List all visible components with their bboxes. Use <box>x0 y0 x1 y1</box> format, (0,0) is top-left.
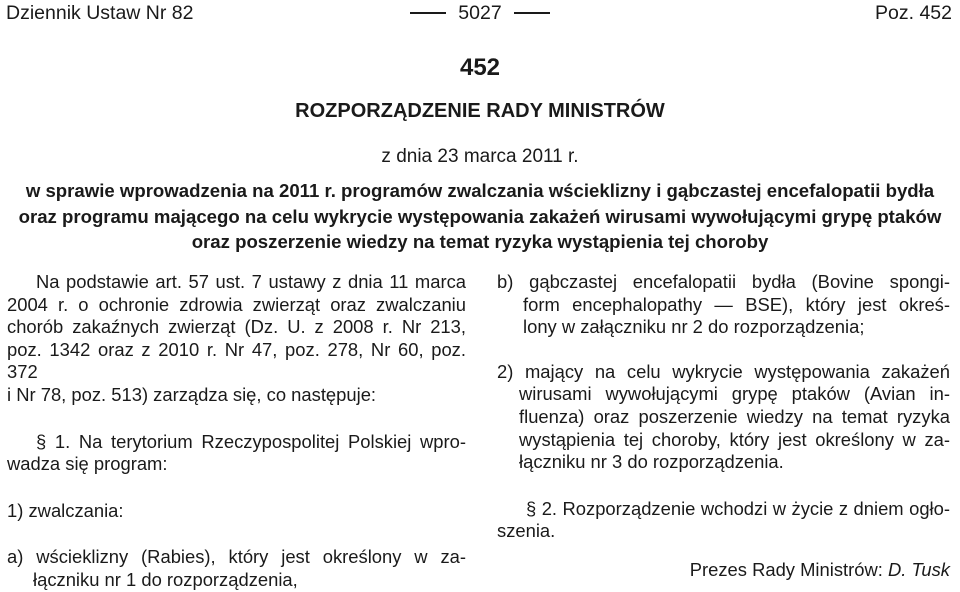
subject-line: w sprawie wprowadzenia na 2011 r. programów zwalczania wścieklizny i gąbczastej encefalopatii bydła <box>25 180 935 201</box>
right-column <box>497 271 950 582</box>
item-2-line: wystąpienia tej choroby, który jest określony w za- <box>519 428 950 450</box>
subject-line: oraz programu mającego na celu wykrycie występowania zakażeń wirusami wywołującymi grypę ptaków <box>18 205 942 227</box>
dash-left <box>410 12 446 14</box>
preamble-line: i Nr 78, poz. 513) zarządza się, co następuje: <box>7 383 377 405</box>
preamble-line: 2004 r. o ochronie zdrowia zwierząt oraz zwalczaniu <box>7 293 466 315</box>
subject-line: oraz poszerzenie wiedzy na temat ryzyka wystąpienia tej choroby <box>191 231 769 252</box>
document-title: ROZPORZĄDZENIE RADY MINISTRÓW <box>295 100 665 122</box>
item-2-line: 2) mający na celu wykrycie występowania zakażeń <box>497 360 950 382</box>
item-2-line: fluenza) oraz poszerzenie wiedzy na temat ryzyka <box>519 405 950 427</box>
preamble-line: chorób zakaźnych zwierząt (Dz. U. z 2008 r. Nr 213, <box>7 316 466 338</box>
signature-name: D. Tusk <box>888 558 950 580</box>
item-b-line: lony w załączniku nr 2 do rozporządzenia; <box>523 316 865 338</box>
item-b-line: b) gąbczastej encefalopatii bydła (Bovine spongi- <box>497 271 950 292</box>
paragraph-2-line: § 2. Rozporządzenie wchodzi w życie z dniem ogło- <box>526 497 950 519</box>
document-number: 452 <box>459 54 501 81</box>
left-column <box>7 271 466 592</box>
item-2-line: łączniku nr 3 do rozporządzenia. <box>519 451 784 473</box>
dash-right <box>514 12 550 14</box>
item-2-line: wirusami wywołującymi grypę ptaków (Avian in- <box>519 383 950 405</box>
preamble-line: poz. 1342 oraz z 2010 r. Nr 47, poz. 278, Nr 60, poz. 372 <box>7 338 466 383</box>
signature-label: Prezes Rady Ministrów: <box>689 558 883 580</box>
document-subject <box>0 178 960 255</box>
item-1: 1) zwalczania: <box>7 499 124 521</box>
position-number: Poz. 452 <box>875 2 952 24</box>
paragraph-1-line: § 1. Na terytorium Rzeczypospolitej Polskiej wpro- <box>36 430 466 452</box>
preamble-line: Na podstawie art. 57 ust. 7 ustawy z dnia 11 marca <box>36 271 466 292</box>
item-a-line: łączniku nr 1 do rozporządzenia, <box>33 568 298 590</box>
page-number: 5027 <box>458 2 502 24</box>
item-b-line: form encephalopathy — BSE), który jest okreś- <box>523 293 950 315</box>
paragraph-2-line: szenia. <box>497 520 556 542</box>
item-a-line: a) wścieklizny (Rabies), który jest określony w za- <box>7 546 466 568</box>
document-date: z dnia 23 marca 2011 r. <box>381 146 579 167</box>
paragraph-1-line: wadza się program: <box>7 453 168 475</box>
signature <box>497 559 950 582</box>
page-number-line <box>0 0 960 26</box>
journal-name: Dziennik Ustaw Nr 82 <box>6 2 194 24</box>
